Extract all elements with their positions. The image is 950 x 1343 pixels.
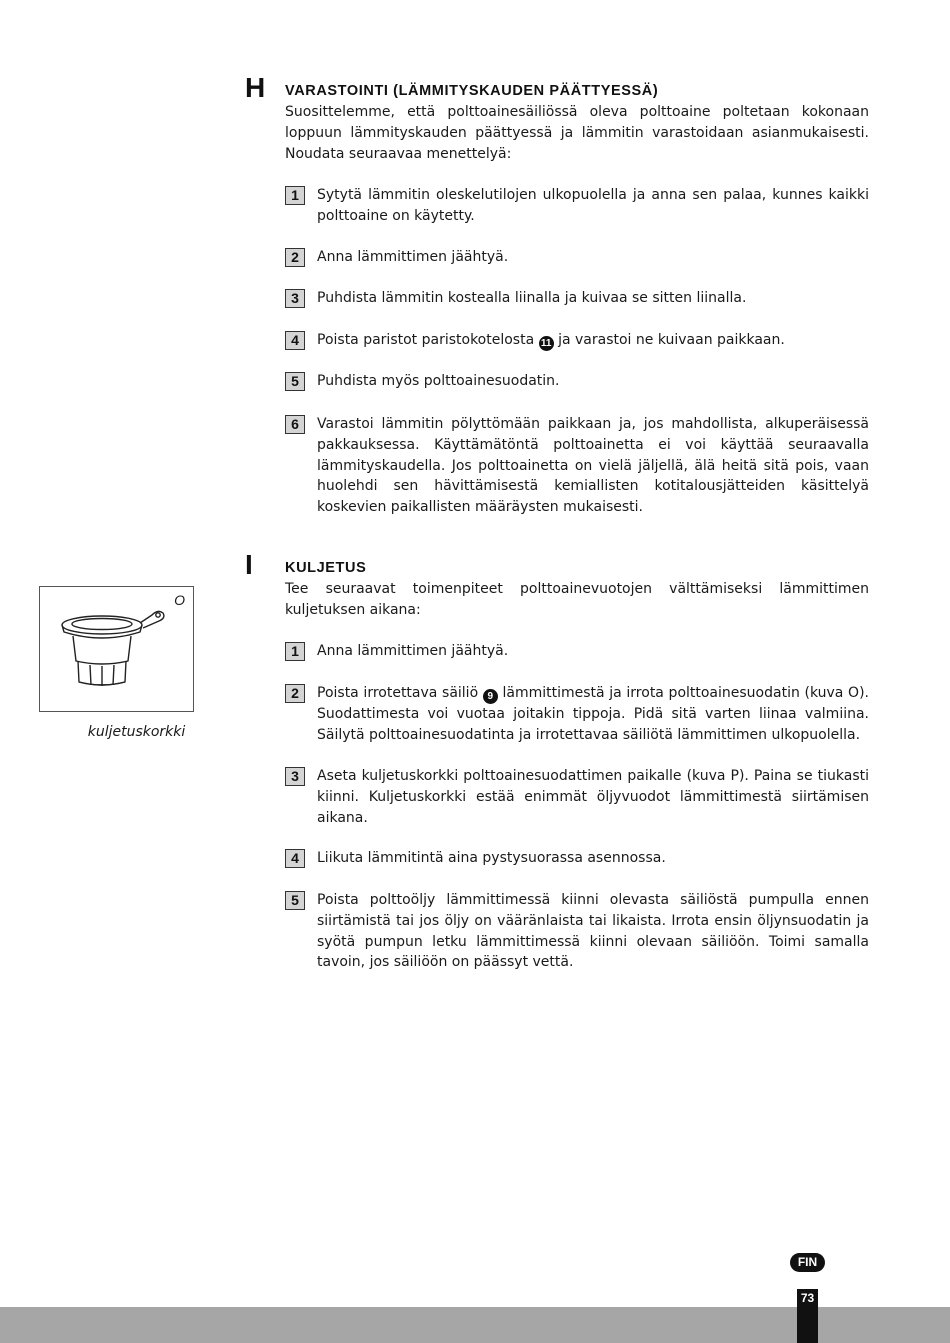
figure-label: O bbox=[174, 592, 185, 608]
step-number: 6 bbox=[285, 415, 305, 434]
step-number: 5 bbox=[285, 372, 305, 391]
step-text: Aseta kuljetuskorkki polttoainesuodattimen paikalle (kuva P). Paina se tiukasti kiinni. Kuljetuskorkki estää enimmät öljyvuodot lämmittimestä siirtämisen aikana. bbox=[317, 768, 869, 826]
storage-step-3 bbox=[285, 288, 869, 309]
step-text: Sytytä lämmitin oleskelutilojen ulkopuolella ja anna sen palaa, kunnes kaikki polttoaine on käytetty. bbox=[317, 187, 869, 224]
page-number-box bbox=[797, 1289, 818, 1343]
section-title-storage: VARASTOINTI (LÄMMITYSKAUDEN PÄÄTTYESSÄ) bbox=[285, 83, 659, 99]
step-number: 2 bbox=[285, 684, 305, 703]
step-text: Anna lämmittimen jäähtyä. bbox=[317, 643, 509, 659]
storage-step-1 bbox=[285, 185, 869, 227]
step-text: Poista paristot paristokotelosta 11 ja varastoi ne kuivaan paikkaan. bbox=[317, 332, 785, 349]
section-letter-i: I bbox=[245, 549, 253, 580]
step-text: Liikuta lämmitintä aina pystysuorassa asennossa. bbox=[317, 850, 666, 866]
figure-caption: kuljetuskorkki bbox=[87, 724, 186, 740]
step-text: Puhdista lämmitin kostealla liinalla ja kuivaa se sitten liinalla. bbox=[317, 290, 747, 306]
section-intro-transport: Tee seuraavat toimenpiteet polttoainevuotojen välttämiseksi lämmittimen kuljetuksen aikana: bbox=[285, 581, 869, 618]
step-number: 2 bbox=[285, 248, 305, 267]
storage-step-6 bbox=[285, 414, 869, 518]
transport-step-5 bbox=[285, 890, 869, 973]
reference-number-icon: 9 bbox=[483, 689, 498, 704]
step-number: 1 bbox=[285, 642, 305, 661]
transport-cap-illustration-icon bbox=[40, 587, 193, 711]
step-text: Poista polttoöljy lämmittimessä kiinni olevasta säiliöstä pumpulla ennen siirtämistä tai jos öljy on vääränlaista tai likaista. Irrota ensin öljynsuodatin ja syötä pumpun letku lämmittimessä kiinni olevaan säiliöön. Toimi samalla tavoin, jos säiliöön on päässyt vettä. bbox=[317, 892, 869, 971]
transport-step-2 bbox=[285, 683, 869, 746]
section-title-transport: KULJETUS bbox=[285, 560, 367, 576]
step-number: 3 bbox=[285, 289, 305, 308]
storage-step-4 bbox=[285, 330, 869, 351]
storage-step-5 bbox=[285, 371, 869, 392]
transport-step-1 bbox=[285, 641, 869, 662]
figure-transport-cap bbox=[39, 586, 194, 712]
transport-step-3 bbox=[285, 766, 869, 828]
step-text: Poista irrotettava säiliö 9 lämmittimestä ja irrota polttoainesuodatin (kuva O). Suodattimesta voi vuotaa joitakin tippoja. Pidä sitä varten liinaa valmiina. Säilytä polttoainesuodatinta ja irrotettavaa säiliötä lämmittimen ulkopuolella. bbox=[317, 685, 869, 743]
step-text: Anna lämmittimen jäähtyä. bbox=[317, 249, 509, 265]
reference-number-icon: 11 bbox=[539, 336, 554, 351]
transport-step-4 bbox=[285, 848, 869, 869]
section-letter-h: H bbox=[245, 72, 266, 103]
step-number: 4 bbox=[285, 849, 305, 868]
section-intro-storage: Suosittelemme, että polttoainesäiliössä oleva polttoaine poltetaan kokonaan loppuun lämmityskauden päättyessä ja lämmitin varastoidaan asianmukaisesti. Noudata seuraavaa menettelyä: bbox=[285, 104, 869, 162]
step-number: 5 bbox=[285, 891, 305, 910]
step-text: Varastoi lämmitin pölyttömään paikkaan ja, jos mahdollista, alkuperäisessä pakkauksessa. Käyttämätöntä polttoainetta ei voi käyttää seuraavalla lämmityskaudella. Jos polttoainetta on vielä jäljellä, älä heitä sitä pois, vaan huolehdi sen hävittämisestä kemiallisten kotitalousjätteiden käsittelyä koskevien paikallisten määräysten mukaisesti. bbox=[317, 416, 869, 516]
step-number: 3 bbox=[285, 767, 305, 786]
step-number: 1 bbox=[285, 186, 305, 205]
language-badge: FIN bbox=[790, 1253, 825, 1272]
step-text: Puhdista myös polttoainesuodatin. bbox=[317, 373, 560, 389]
page-number: 73 bbox=[800, 1291, 815, 1305]
step-number: 4 bbox=[285, 331, 305, 350]
storage-step-2 bbox=[285, 247, 869, 268]
